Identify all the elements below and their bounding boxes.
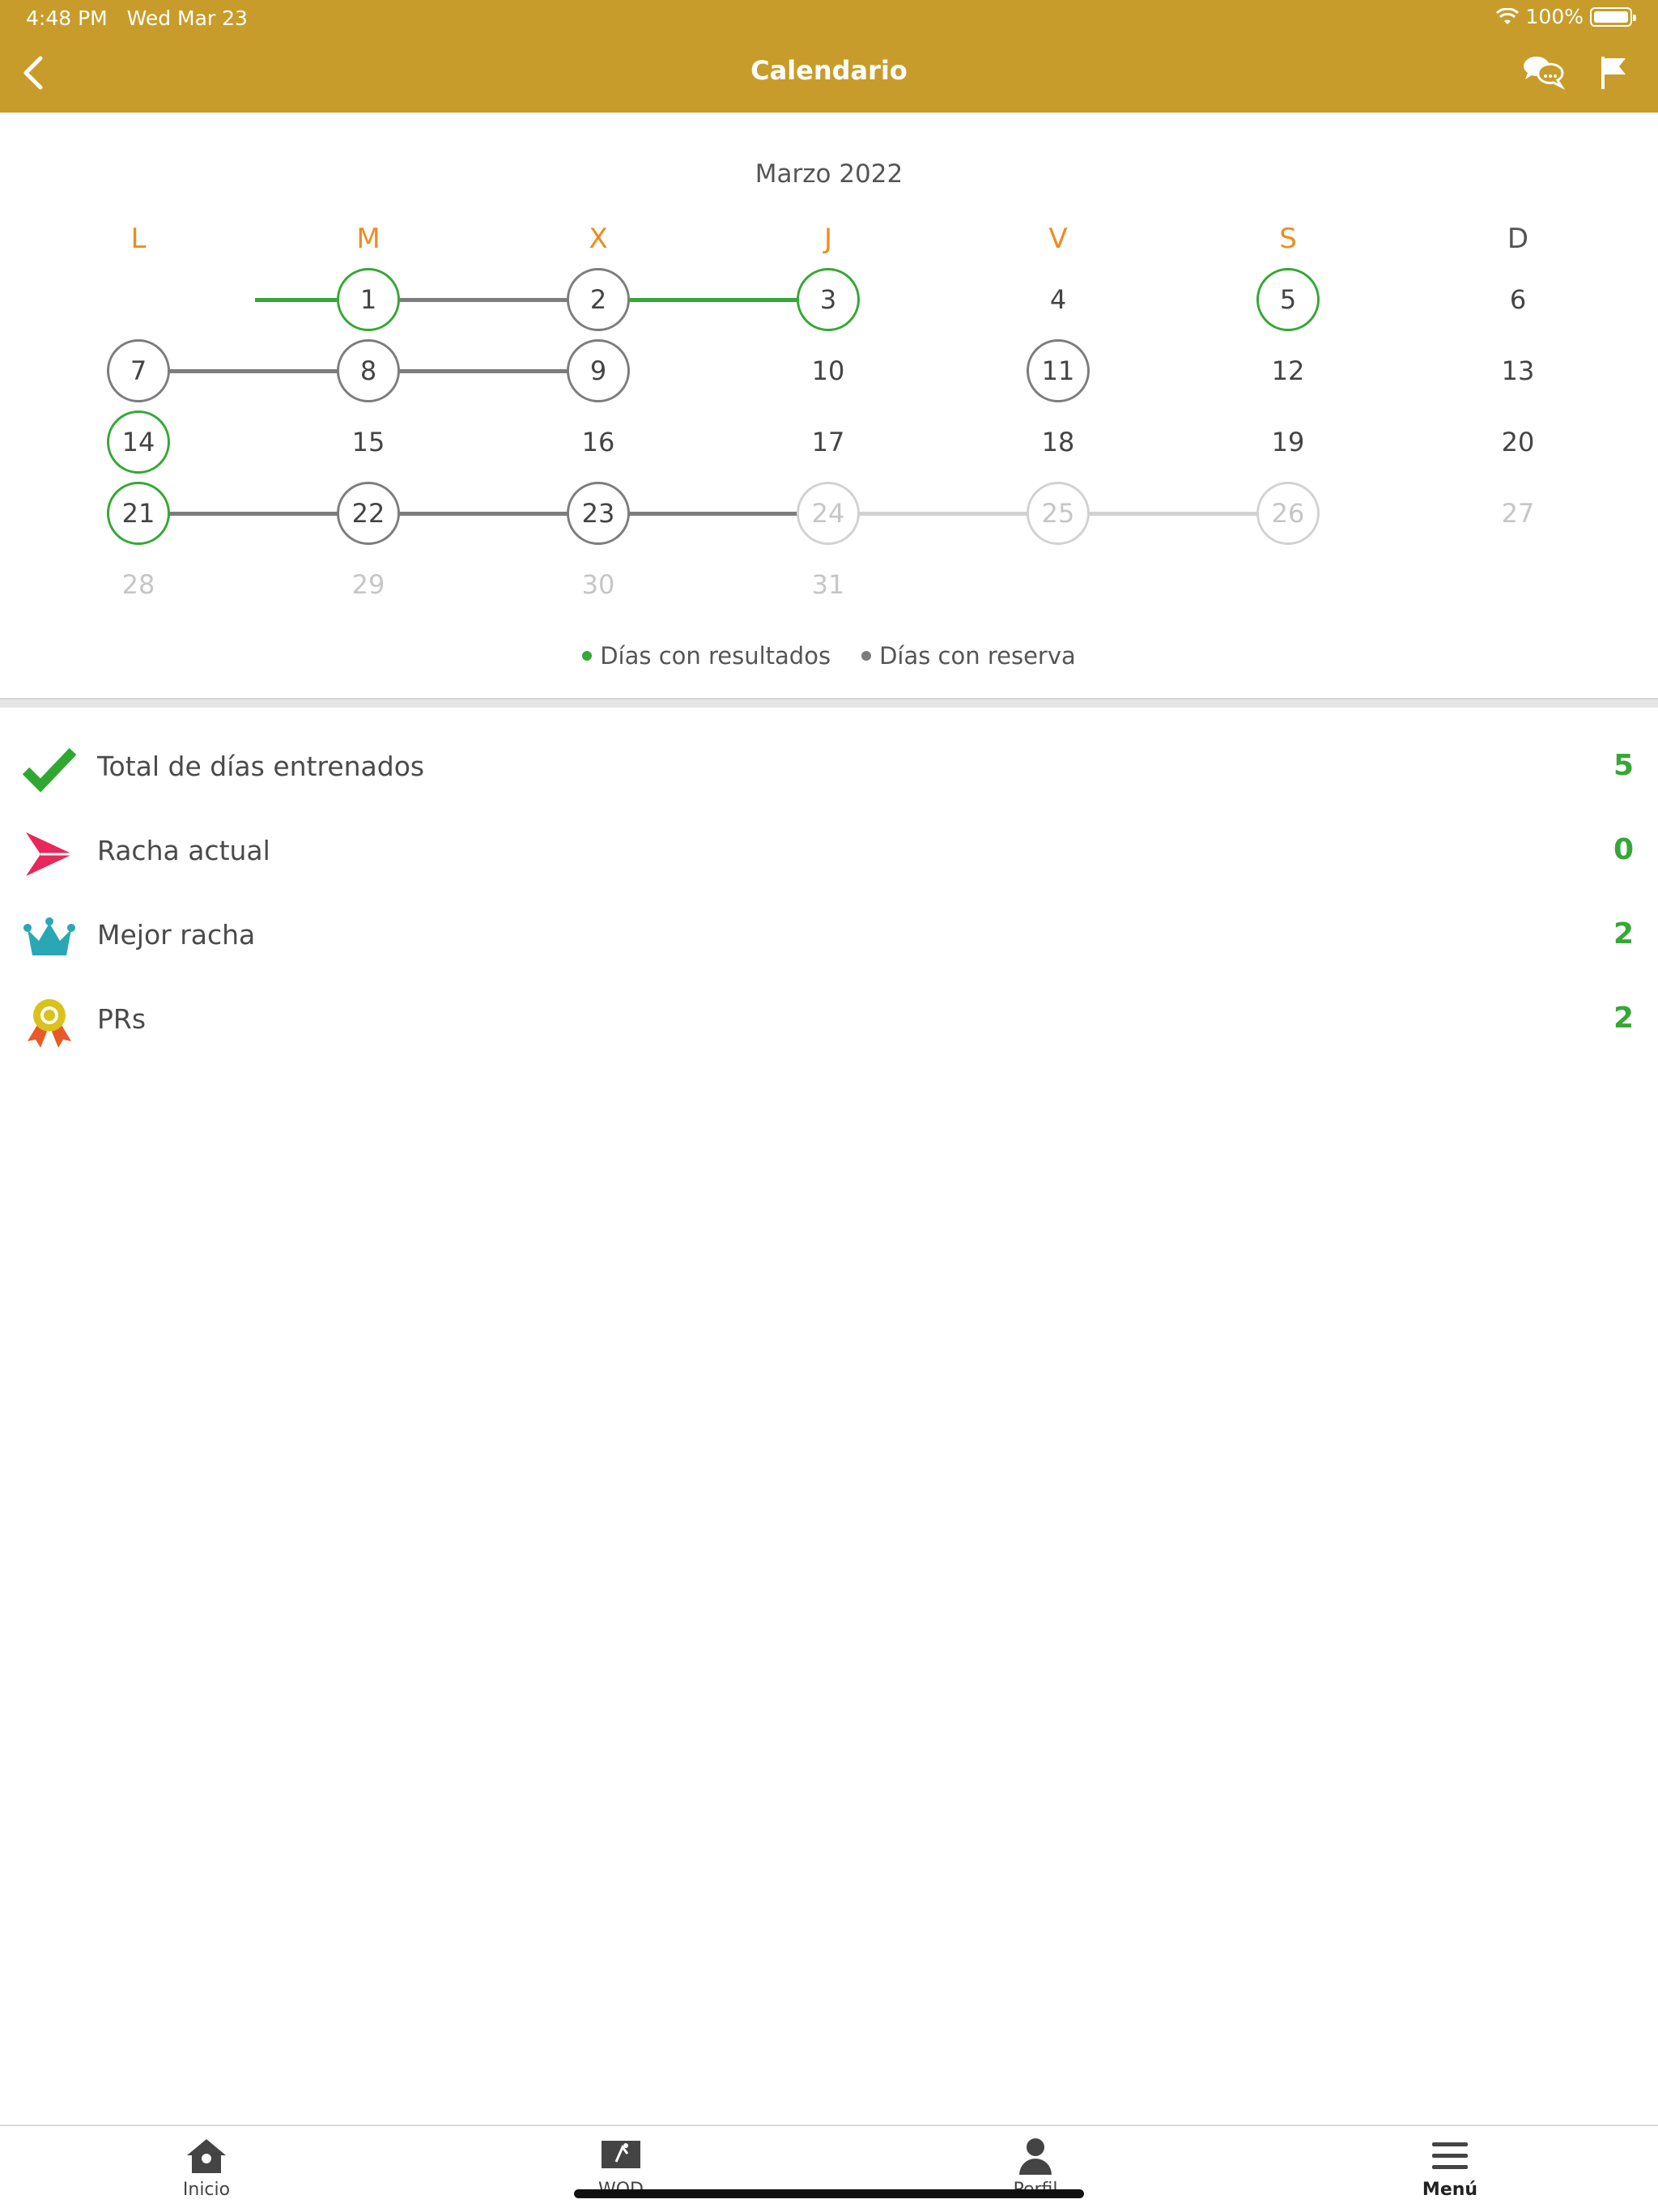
calendar-day[interactable]: 14 bbox=[107, 410, 170, 474]
weekday-label: L bbox=[130, 223, 147, 255]
calendar-day[interactable]: 29 bbox=[337, 553, 400, 616]
battery-percent: 100% bbox=[1525, 5, 1584, 28]
tab-label: Inicio bbox=[182, 2180, 231, 2200]
status-time bbox=[26, 6, 248, 30]
section-divider bbox=[0, 698, 1658, 708]
calendar-day[interactable]: 4 bbox=[1027, 268, 1090, 331]
calendar-day[interactable]: 18 bbox=[1027, 410, 1090, 474]
stat-current-streak bbox=[0, 815, 1658, 888]
calendar-day[interactable]: 25 bbox=[1027, 482, 1090, 545]
flag-button[interactable] bbox=[1596, 52, 1632, 92]
weekday-label: X bbox=[589, 223, 608, 255]
legend-reservations bbox=[861, 642, 1076, 670]
calendar-day[interactable]: 16 bbox=[567, 410, 630, 474]
profile-icon bbox=[1013, 2136, 1058, 2176]
stat-prs bbox=[0, 984, 1658, 1057]
status-right bbox=[1495, 5, 1632, 28]
wod-icon bbox=[598, 2136, 644, 2176]
page-title: Calendario bbox=[750, 55, 908, 86]
calendar-day[interactable]: 23 bbox=[567, 482, 630, 545]
calendar-day[interactable]: 17 bbox=[797, 410, 860, 474]
home-indicator bbox=[574, 2189, 1084, 2198]
calendar-day[interactable]: 26 bbox=[1256, 482, 1320, 545]
legend-results-label: Días con resultados bbox=[600, 642, 831, 670]
weekday-label: M bbox=[356, 223, 380, 255]
stat-label: PRs bbox=[97, 1003, 147, 1035]
calendar-day[interactable]: 27 bbox=[1486, 482, 1550, 545]
calendar-day[interactable]: 22 bbox=[337, 482, 400, 545]
stat-best-streak bbox=[0, 900, 1658, 972]
streak-connector bbox=[138, 512, 368, 516]
weekday-label: J bbox=[823, 223, 833, 255]
calendar-day[interactable]: 19 bbox=[1256, 410, 1320, 474]
status-clock: 4:48 PM bbox=[26, 6, 108, 30]
chat-bubbles-icon bbox=[1520, 52, 1566, 92]
streak-connector bbox=[368, 298, 598, 302]
top-bar bbox=[0, 0, 1658, 113]
legend-results bbox=[582, 642, 831, 670]
calendar-day[interactable]: 5 bbox=[1256, 268, 1320, 331]
crown-icon bbox=[23, 912, 76, 965]
weekday-label: S bbox=[1279, 223, 1297, 255]
calendar-day[interactable]: 9 bbox=[567, 339, 630, 402]
calendar-day[interactable]: 13 bbox=[1486, 339, 1550, 402]
tab-label: Menú bbox=[1422, 2180, 1478, 2200]
calendar-day[interactable]: 6 bbox=[1486, 268, 1550, 331]
streak-connector bbox=[598, 512, 828, 516]
status-date: Wed Mar 23 bbox=[126, 6, 248, 30]
month-label: Marzo 2022 bbox=[755, 160, 903, 189]
tab-bar bbox=[0, 2125, 1658, 2212]
streak-connector bbox=[598, 298, 828, 302]
weekday-label: D bbox=[1507, 223, 1529, 255]
calendar-day[interactable]: 28 bbox=[107, 553, 170, 616]
calendar-day[interactable]: 7 bbox=[107, 339, 170, 402]
calendar-day[interactable]: 11 bbox=[1027, 339, 1090, 402]
flag-icon bbox=[1596, 52, 1632, 92]
calendar-day[interactable]: 8 bbox=[337, 339, 400, 402]
calendar-day[interactable]: 20 bbox=[1486, 410, 1550, 474]
weekday-label: V bbox=[1048, 223, 1068, 255]
stat-value: 2 bbox=[1613, 1002, 1634, 1035]
calendar-day[interactable]: 3 bbox=[797, 268, 860, 331]
stat-total-days bbox=[0, 731, 1658, 804]
check-icon bbox=[23, 743, 76, 797]
stat-label: Racha actual bbox=[97, 835, 270, 866]
stat-label: Mejor racha bbox=[97, 919, 256, 951]
chat-button[interactable] bbox=[1520, 52, 1566, 92]
stat-label: Total de días entrenados bbox=[97, 751, 425, 782]
streak-connector bbox=[138, 369, 368, 373]
tab-inicio[interactable] bbox=[125, 2136, 287, 2209]
calendar-day[interactable]: 21 bbox=[107, 482, 170, 545]
stat-value: 0 bbox=[1613, 833, 1634, 866]
legend-reservations-label: Días con reserva bbox=[879, 642, 1076, 670]
home-icon bbox=[184, 2136, 229, 2176]
streak-connector bbox=[368, 512, 598, 516]
stat-value: 2 bbox=[1613, 917, 1634, 951]
gray-dot-icon bbox=[861, 651, 871, 661]
battery-icon bbox=[1590, 7, 1632, 27]
streak-connector bbox=[828, 512, 1058, 516]
calendar-day[interactable]: 2 bbox=[567, 268, 630, 331]
calendar-day[interactable]: 30 bbox=[567, 553, 630, 616]
calendar-day[interactable]: 12 bbox=[1256, 339, 1320, 402]
calendar-day[interactable]: 24 bbox=[797, 482, 860, 545]
calendar-day[interactable]: 31 bbox=[797, 553, 860, 616]
menu-icon bbox=[1427, 2136, 1473, 2176]
wifi-icon bbox=[1495, 8, 1520, 26]
calendar-legend bbox=[0, 642, 1658, 670]
calendar-day[interactable]: 10 bbox=[797, 339, 860, 402]
tab-menu[interactable] bbox=[1369, 2136, 1531, 2209]
calendar-day[interactable]: 1 bbox=[337, 268, 400, 331]
medal-icon bbox=[23, 996, 76, 1049]
streak-connector bbox=[1058, 512, 1288, 516]
green-dot-icon bbox=[582, 651, 592, 661]
stat-value: 5 bbox=[1613, 749, 1634, 782]
streak-connector bbox=[368, 369, 598, 373]
calendar-day[interactable]: 15 bbox=[337, 410, 400, 474]
paper-plane-icon bbox=[23, 827, 76, 881]
